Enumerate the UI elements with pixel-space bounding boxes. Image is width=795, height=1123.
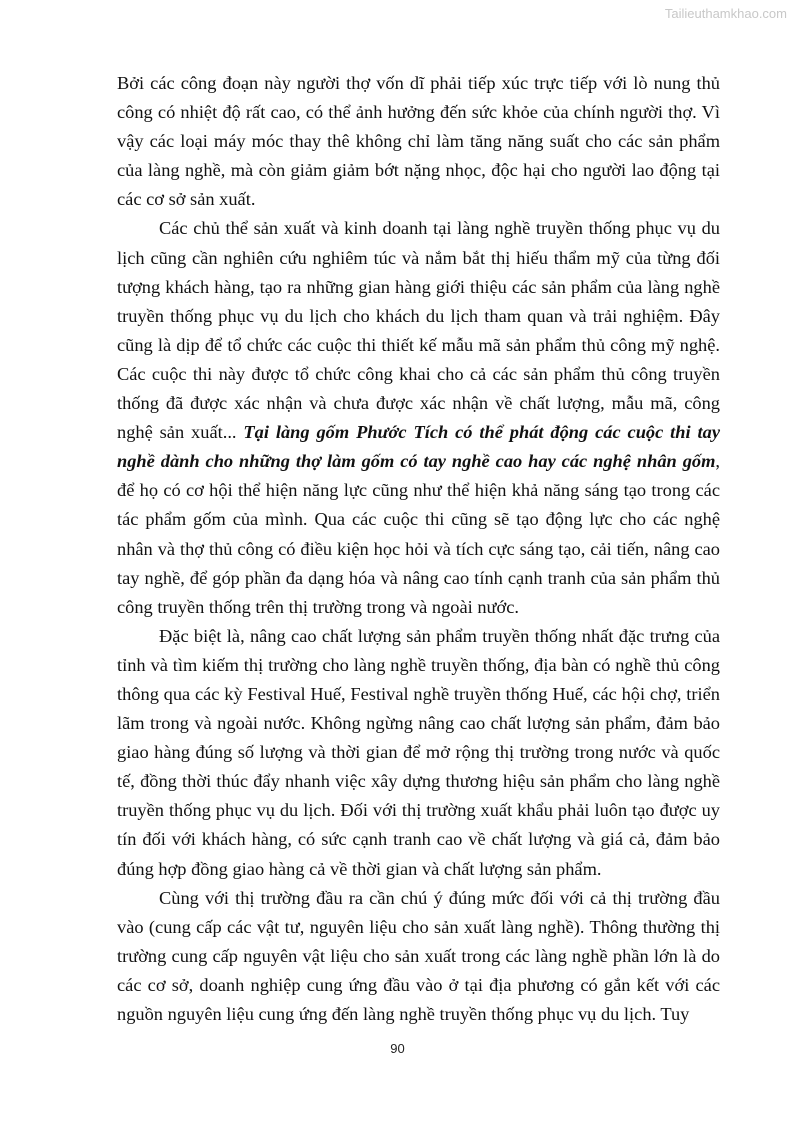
paragraph-1: Bởi các công đoạn này người thợ vốn dĩ phải tiếp xúc trực tiếp với lò nung thủ công có nhiệt độ rất cao, có thể ảnh hưởng đến sức khỏe của chính người thợ. Vì vậy các loại máy móc thay thê không chỉ làm tăng năng suất cho các sản phẩm của làng nghề, mà còn giảm giảm bớt nặng nhọc, độc hại cho người lao động tại các cơ sở sản xuất.: [117, 73, 720, 210]
watermark: Tailieuthamkhao.com: [664, 6, 787, 21]
paragraph-2: [117, 214, 720, 621]
page-number: 90: [390, 1041, 405, 1056]
paragraph-2-text: Các chủ thể sản xuất và kinh doanh tại làng nghề truyền thống phục vụ du lịch cũng cần nghiên cứu nghiêm túc và nắm bắt thị hiếu thẩm mỹ của từng đối tượng khách hàng, tạo ra những gian hàng giới thiệu các sản phẩm của làng nghề truyền thống phục vụ du lịch cho khách du lịch tham quan và trải nghiệm. Đây cũng là dịp để tổ chức các cuộc thi thiết kế mẫu mã sản phẩm thủ công mỹ nghệ. Các cuộc thi này được tổ chức công khai cho cả các sản phẩm thủ công truyền thống đã được xác nhận và chưa được xác nhận về chất lượng, mẫu mã, công nghệ sản xuất...: [117, 218, 720, 443]
paragraph-3: Đặc biệt là, nâng cao chất lượng sản phẩm truyền thống nhất đặc trưng của tỉnh và tìm kiếm thị trường cho làng nghề truyền thống, địa bàn có nghề thủ công thông qua các kỳ Festival Huế, Festival nghề truyền thống Huế, các hội chợ, triển lãm trong và ngoài nước. Không ngừng nâng cao chất lượng sản phẩm, đảm bảo giao hàng đúng số lượng và thời gian để mở rộng thị trường trong nước và quốc tế, đồng thời thúc đẩy nhanh việc xây dựng thương hiệu sản phẩm cho làng nghề truyền thống phục vụ du lịch. Đối với thị trường xuất khẩu phải luôn tạo được uy tín đối với khách hàng, có sức cạnh tranh cao về chất lượng và giá cả, đảm bảo đúng hợp đồng giao hàng cả về thời gian và chất lượng sản phẩm.: [117, 625, 720, 879]
paragraph-4: Cùng với thị trường đầu ra cần chú ý đúng mức đối với cả thị trường đầu vào (cung cấp các vật tư, nguyên liệu cho sản xuất làng nghề). Thông thường thị trường cung cấp nguyên vật liệu cho sản xuất trong các làng nghề phần lớn là do các cơ sở, doanh nghiệp cung ứng đầu vào ở tại địa phương có gắn kết với các nguồn nguyên liệu cung ứng đến làng nghề truyền thống phục vụ du lịch. Tuy: [117, 887, 720, 1024]
paragraph-2-continuation: , để họ có cơ hội thể hiện năng lực cũng như thể hiện khả năng sáng tạo trong các tác phẩm gốm của mình. Qua các cuộc thi cũng sẽ tạo động lực cho các nghệ nhân và thợ thủ công có điều kiện học hỏi và tích cực sáng tạo, cải tiến, nâng cao tay nghề, để góp phần đa dạng hóa và nâng cao tính cạnh tranh của sản phẩm thủ công truyền thống trên thị trường trong và ngoài nước.: [117, 451, 720, 617]
paragraph-2-emphasis: Tại làng gốm Phước Tích có thể phát động các cuộc thi tay nghề dành cho những thợ làm gốm có tay nghề cao hay các nghệ nhân gốm: [117, 422, 720, 472]
document-body: [117, 69, 720, 1029]
